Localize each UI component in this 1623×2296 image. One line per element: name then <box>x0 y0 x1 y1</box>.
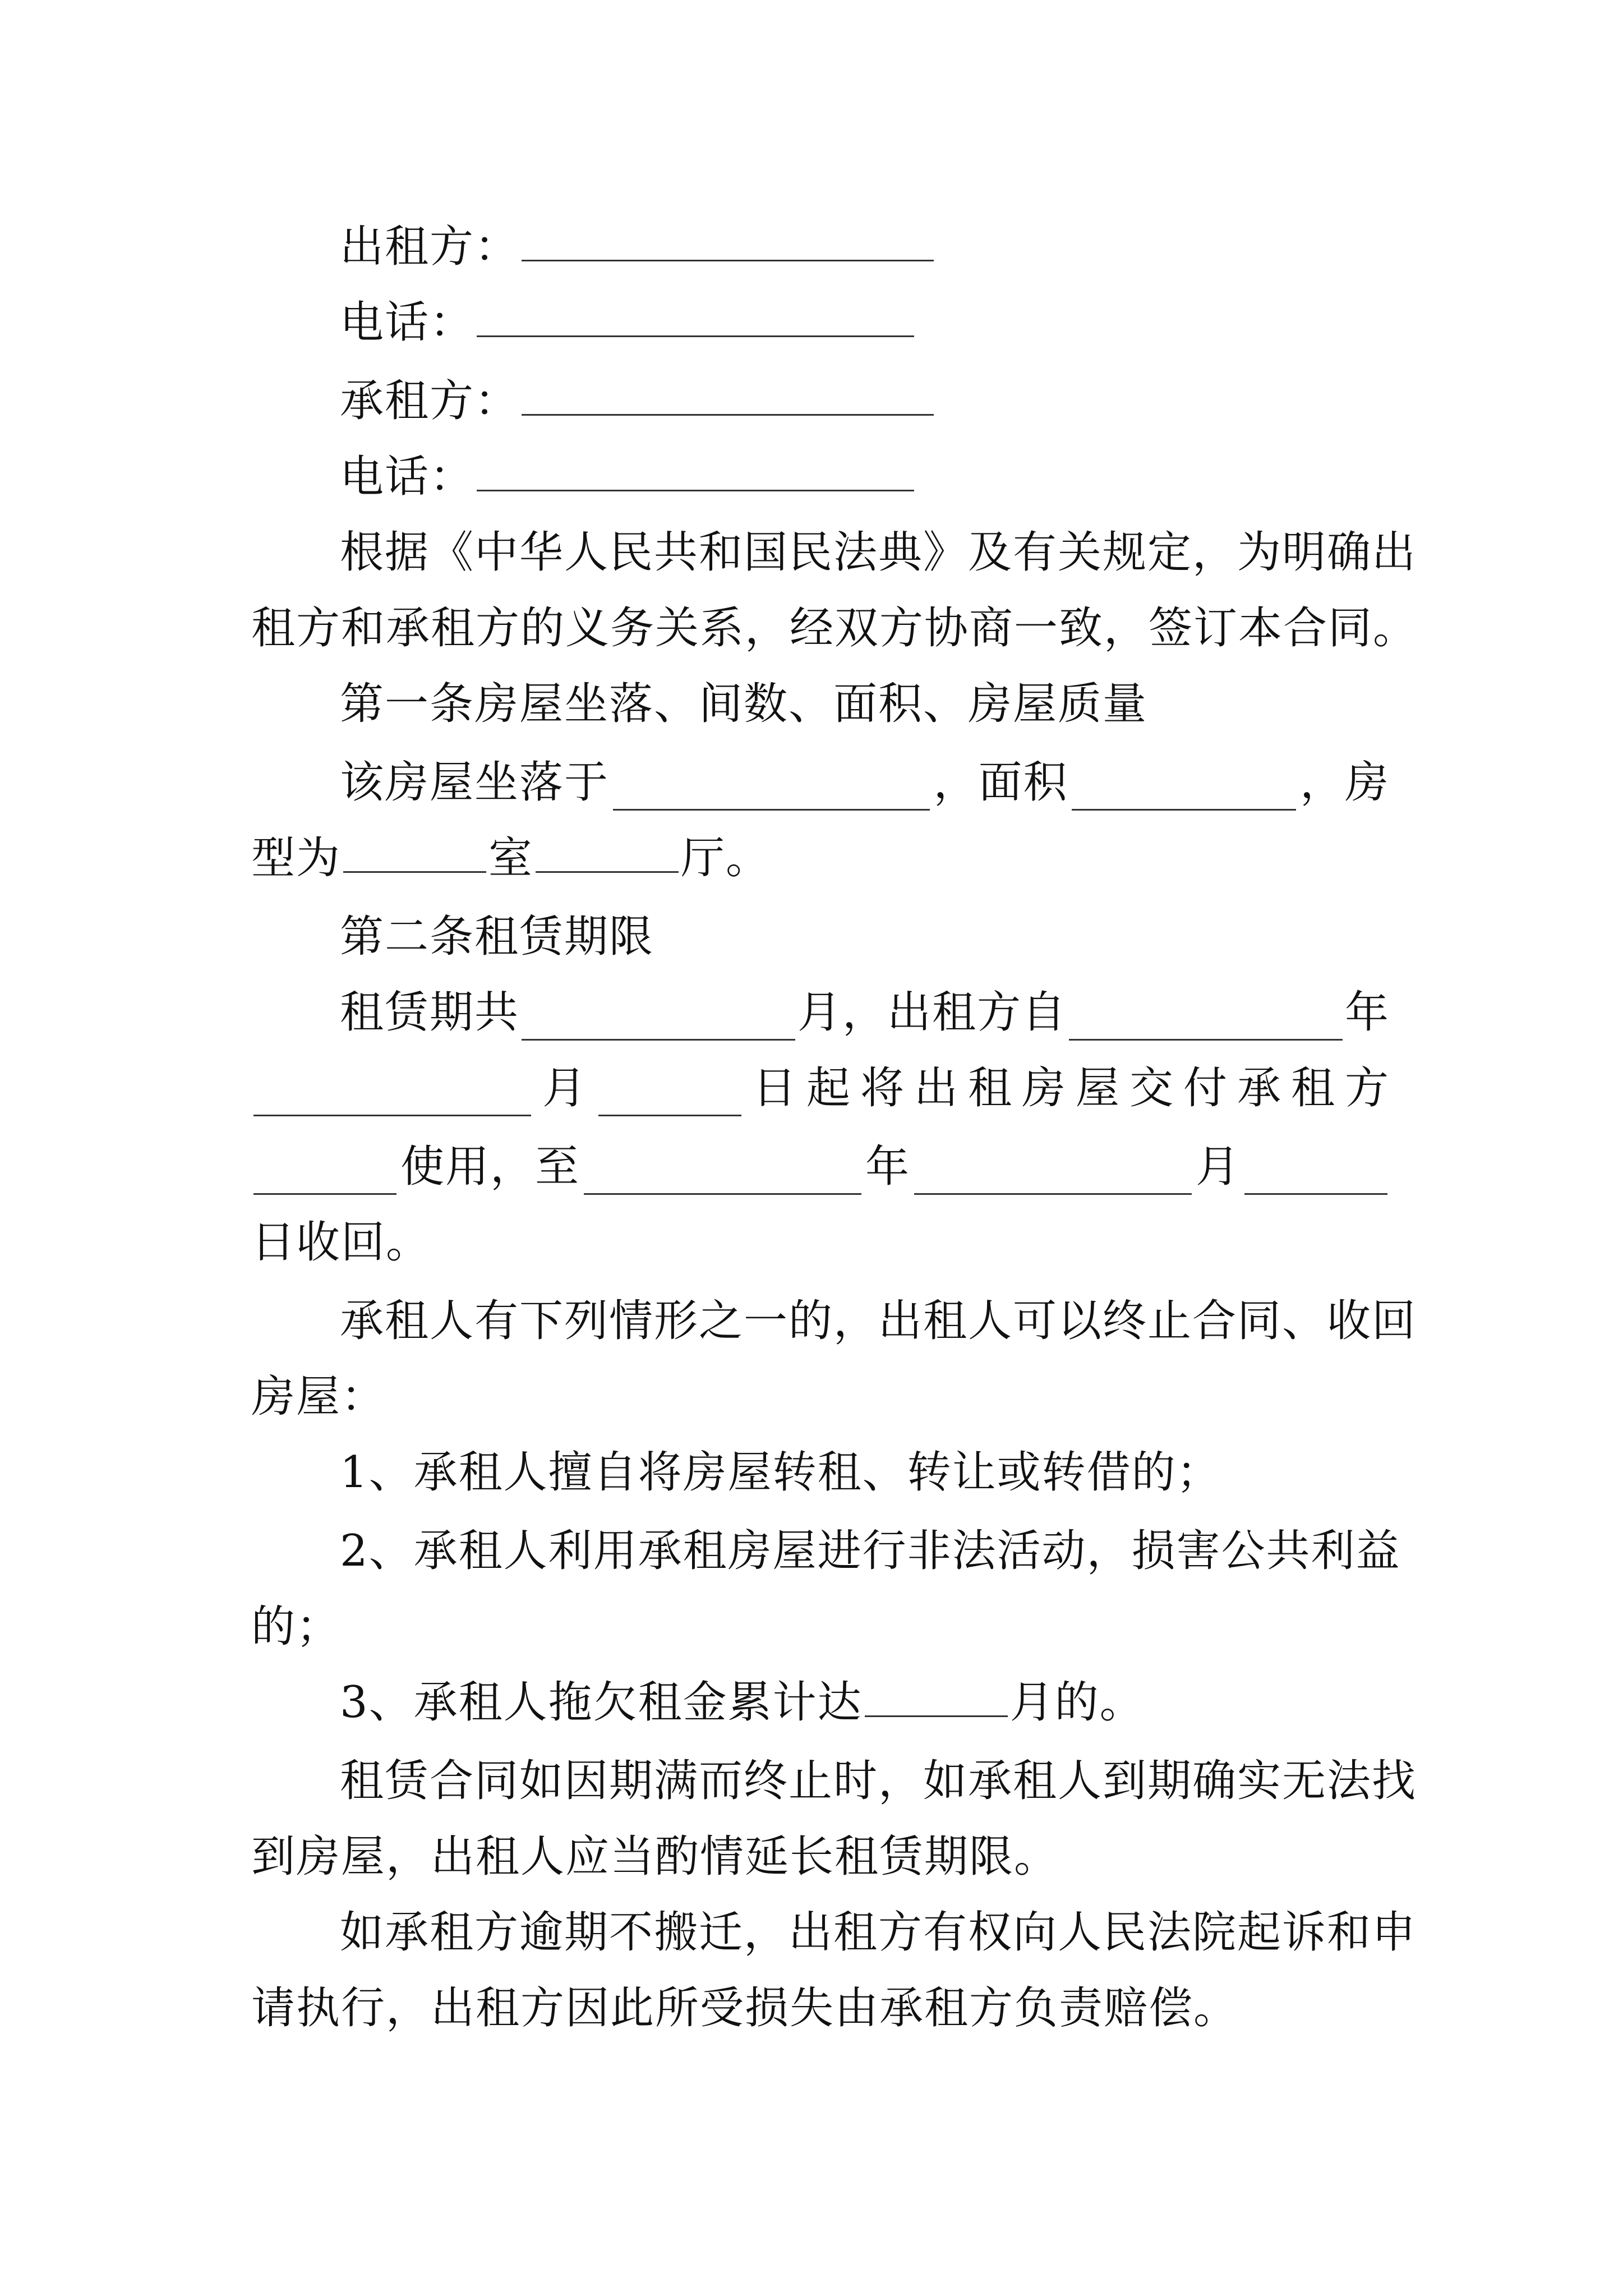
char: 屋 <box>1075 1063 1121 1114</box>
rooms-blank[interactable] <box>343 832 486 873</box>
location-label: 该房屋坐落于 <box>340 757 610 808</box>
lessee-blank[interactable] <box>522 375 934 416</box>
start-day-blank[interactable] <box>598 1075 741 1116</box>
month-label: 月 <box>1195 1142 1241 1192</box>
layout-label: ，房 <box>1299 757 1390 808</box>
start-year-blank[interactable] <box>1069 1000 1343 1041</box>
char: 出 <box>914 1063 959 1114</box>
overdue-line-2: 请执行，出租方因此所受损失由承租方负责赔偿。 <box>251 1983 1239 2033</box>
end-day-blank[interactable] <box>1244 1154 1387 1195</box>
char: 将 <box>860 1063 905 1114</box>
lessor-blank[interactable] <box>522 220 934 261</box>
termination-item-2-line-1: 2、承租人利用承租房屋进行非法活动，损害公共利益 <box>340 1526 1401 1576</box>
termination-line-1: 承租人有下列情形之一的，出租人可以终止合同、收回 <box>340 1296 1417 1346</box>
halls-blank[interactable] <box>536 832 679 873</box>
expiry-line-2: 到房屋，出租人应当酌情延长租赁期限。 <box>251 1832 1059 1882</box>
lease-start-row <box>251 1060 1390 1116</box>
year-label: 年 <box>865 1142 910 1192</box>
lease-start-label: 月，出租方自 <box>797 987 1067 1038</box>
intro-line-1: 根据《中华人民共和国民法典》及有关规定，为明确出 <box>340 527 1417 578</box>
char: 承 <box>1237 1063 1282 1114</box>
lessor-phone-blank[interactable] <box>477 296 914 337</box>
char: 月 <box>542 1063 587 1114</box>
end-year-blank[interactable] <box>584 1154 861 1195</box>
termination-line-2: 房屋： <box>251 1372 386 1422</box>
start-month-blank[interactable] <box>253 1075 531 1116</box>
char: 付 <box>1183 1063 1228 1114</box>
intro-line-2: 租方和承租方的义务关系，经双方协商一致，签订本合同。 <box>251 603 1418 654</box>
lessee-label: 承租方： <box>340 376 520 426</box>
char: 房 <box>1021 1063 1067 1114</box>
lessee-row <box>251 373 1390 429</box>
article-1-title: 第一条房屋坐落、间数、面积、房屋质量 <box>340 679 1148 729</box>
arrears-months-blank[interactable] <box>865 1676 1008 1717</box>
phone-label: 电话： <box>340 452 475 502</box>
lease-months-blank[interactable] <box>522 1000 795 1041</box>
layout-prefix: 型为 <box>251 833 342 884</box>
item-3-prefix: 3、承租人拖欠租金累计达 <box>340 1677 863 1728</box>
halls-label: 厅。 <box>681 833 771 884</box>
termination-item-3 <box>251 1674 1390 1731</box>
lease-end-row <box>251 1139 1390 1195</box>
char: 租 <box>1290 1063 1336 1114</box>
handover-blank[interactable] <box>253 1154 396 1195</box>
lease-term-row <box>251 984 1390 1041</box>
lease-end-tail: 日收回。 <box>251 1217 431 1268</box>
char: 起 <box>806 1063 851 1114</box>
phone-label: 电话： <box>340 297 475 348</box>
item-3-suffix: 月的。 <box>1009 1677 1145 1728</box>
article-1-location-row <box>251 754 1390 811</box>
lessor-label: 出租方： <box>340 222 520 272</box>
lessor-row <box>251 219 1390 275</box>
char: 日 <box>752 1063 797 1114</box>
area-blank[interactable] <box>1072 770 1296 811</box>
char: 交 <box>1129 1063 1174 1114</box>
lease-term-label: 租赁期共 <box>340 987 520 1038</box>
lessee-phone-blank[interactable] <box>477 450 914 491</box>
use-until-label: 使用，至 <box>400 1142 580 1192</box>
char: 租 <box>967 1063 1013 1114</box>
area-label: ，面积 <box>933 757 1068 808</box>
char: 方 <box>1344 1063 1390 1114</box>
article-2-title: 第二条租赁期限 <box>340 912 654 962</box>
overdue-line-1: 如承租方逾期不搬迁，出租方有权向人民法院起诉和申 <box>340 1907 1417 1958</box>
lessee-phone-row <box>251 449 1390 505</box>
rooms-label: 室 <box>488 833 534 884</box>
location-blank[interactable] <box>613 770 930 811</box>
end-month-blank[interactable] <box>914 1154 1192 1195</box>
expiry-line-1: 租赁合同如因期满而终止时，如承租人到期确实无法找 <box>340 1756 1417 1806</box>
termination-item-1: 1、承租人擅自将房屋转租、转让或转借的； <box>340 1447 1221 1498</box>
termination-item-2-line-2: 的； <box>251 1602 342 1652</box>
lessor-phone-row <box>251 295 1390 351</box>
year-label: 年 <box>1344 987 1390 1038</box>
article-1-layout-row <box>251 830 1390 886</box>
